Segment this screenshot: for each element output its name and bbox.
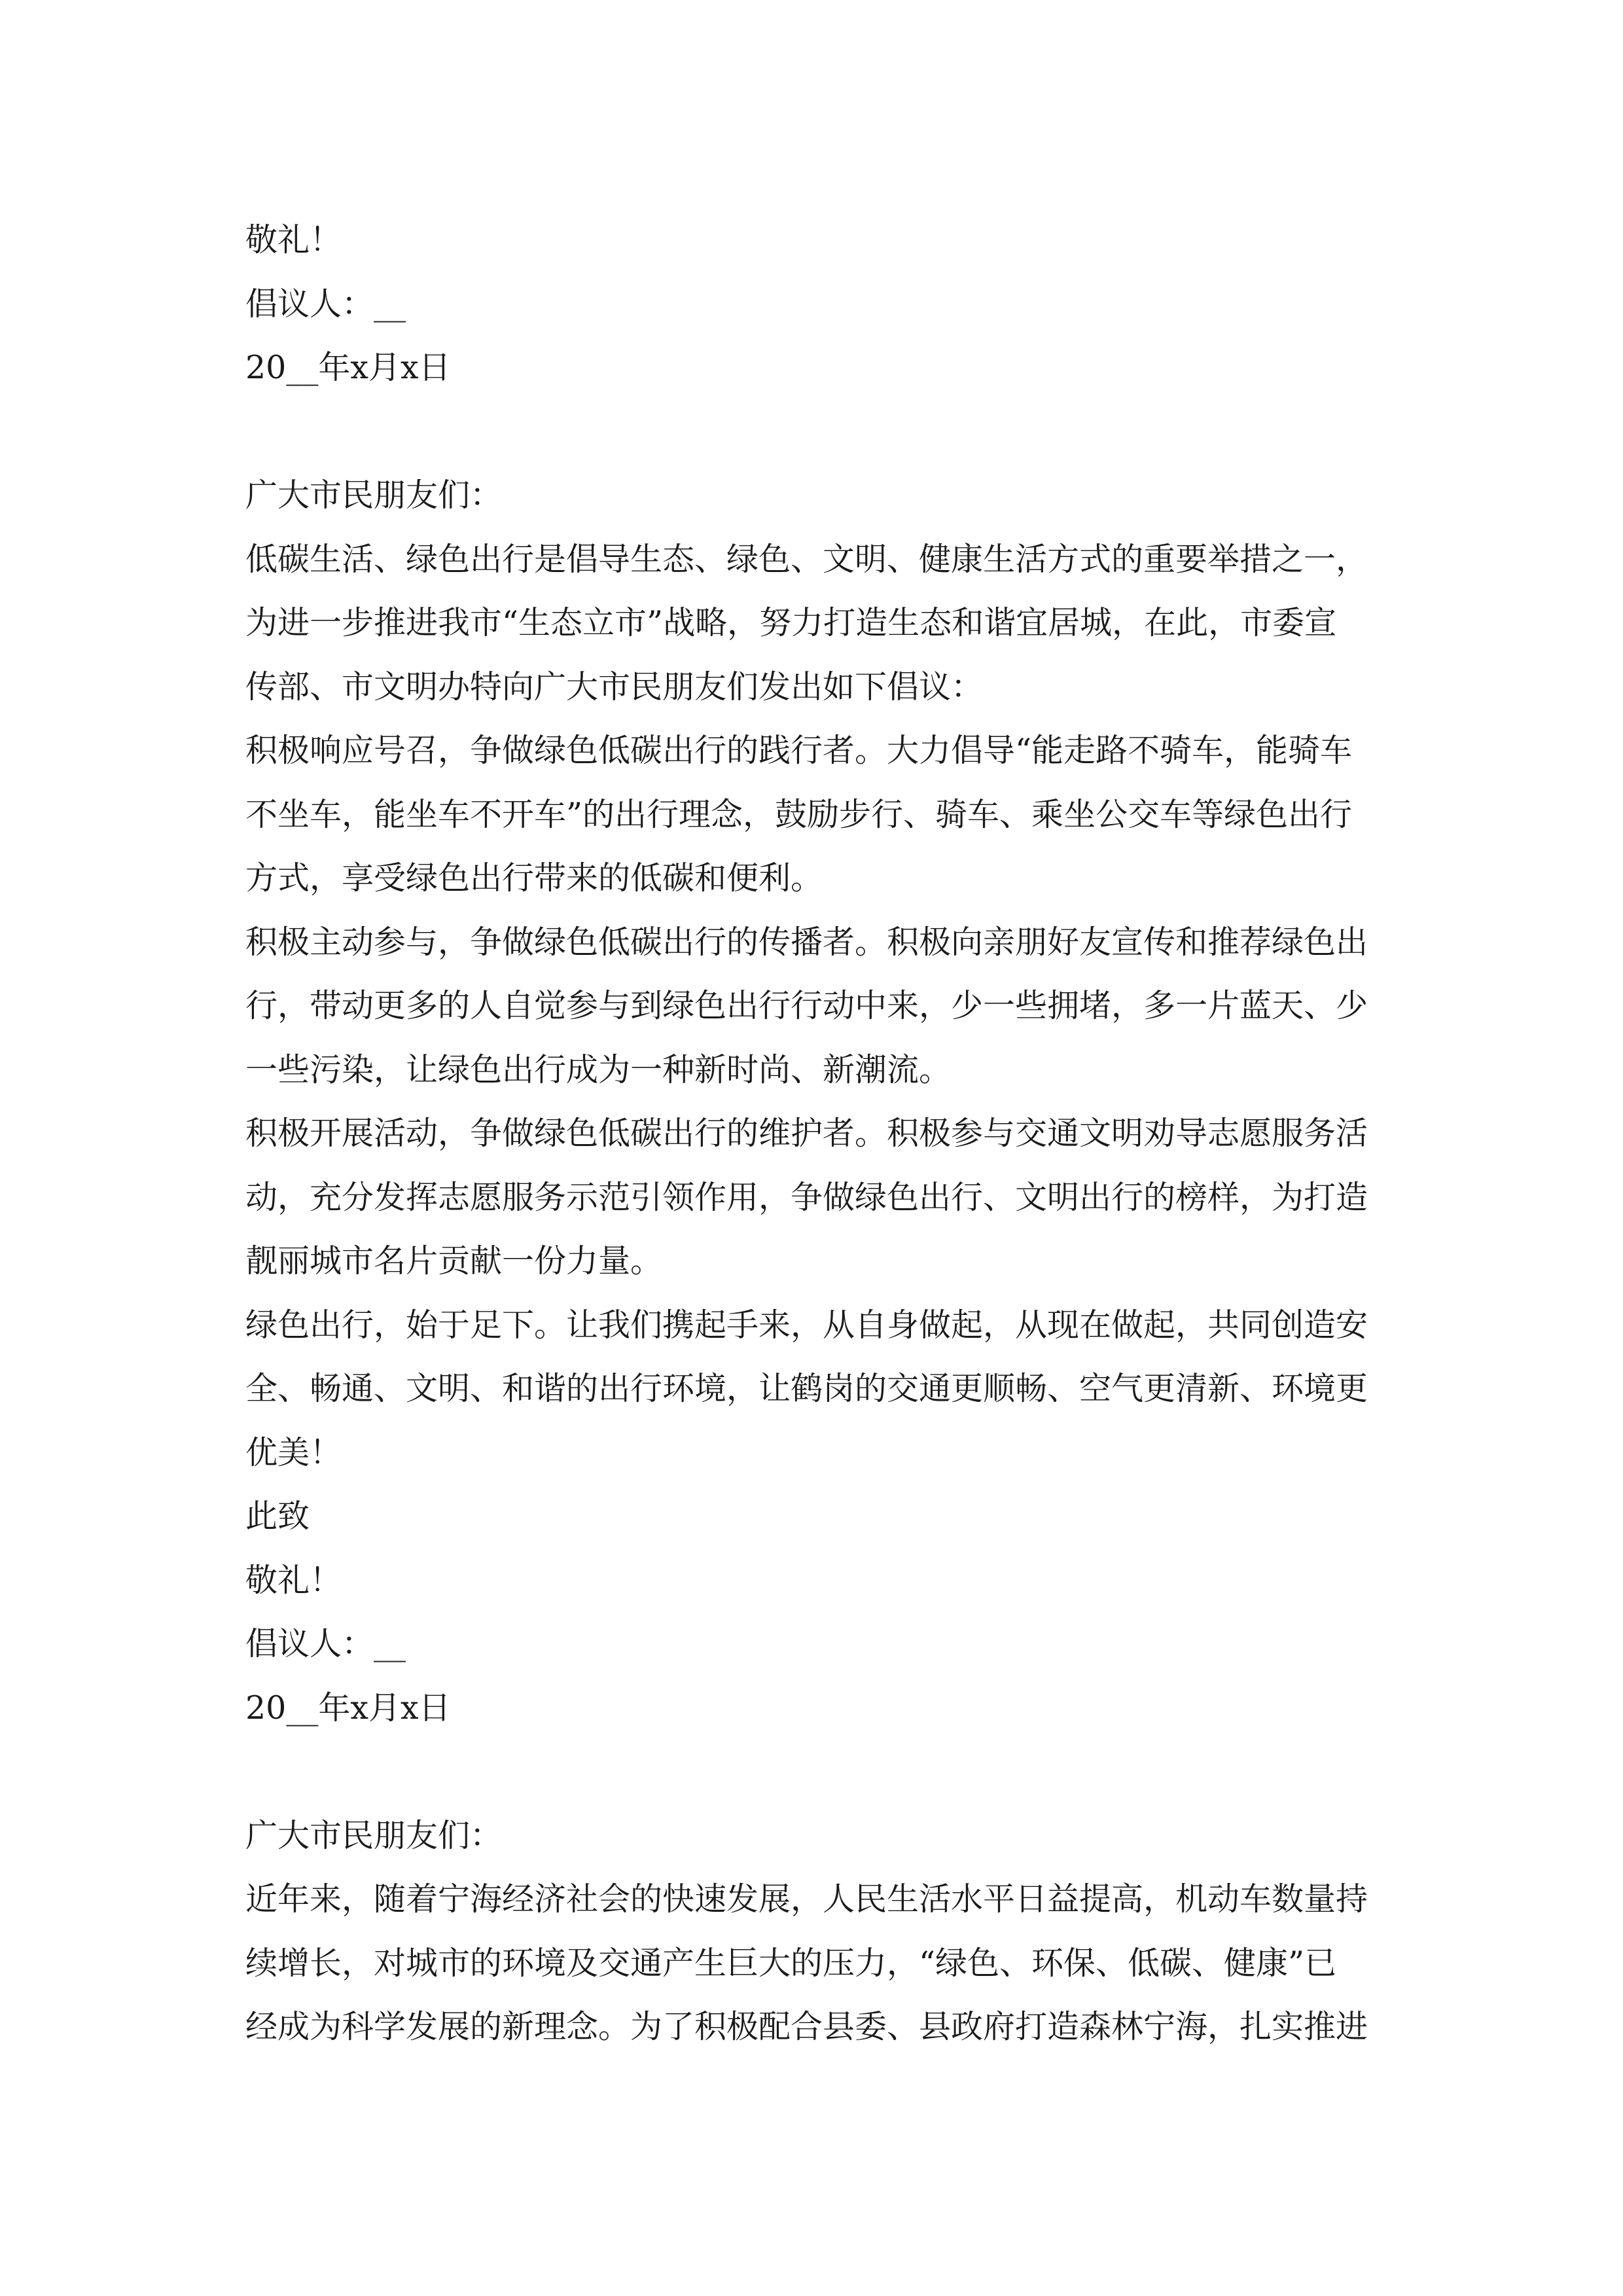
- paragraph-line: 传部、市文明办特向广大市民朋友们发出如下倡议：: [245, 668, 984, 706]
- paragraph-line: 不坐车，能坐车不开车”的出行理念，鼓励步行、骑车、乘坐公交车等绿色出行: [245, 795, 1353, 833]
- paragraph-line: 绿色出行，始于足下。让我们携起手来，从自身做起，从现在做起，共同创造安: [245, 1306, 1368, 1344]
- section-gap: [245, 400, 1382, 464]
- paragraph-line: 积极响应号召，争做绿色低碳出行的践行者。大力倡导“能走路不骑车，能骑车: [245, 732, 1353, 769]
- proposer-1: 倡议人：__: [245, 285, 406, 323]
- paragraph-line: 方式，享受绿色出行带来的低碳和便利。: [245, 859, 823, 897]
- closing-2: 此致: [245, 1498, 310, 1535]
- date-2: 20__年x月x日: [245, 1689, 451, 1727]
- salute-1: 敬礼！: [245, 221, 342, 259]
- salute-2: 敬礼！: [245, 1561, 342, 1599]
- greeting-2: 广大市民朋友们：: [245, 476, 503, 514]
- paragraph-line: 优美！: [245, 1433, 342, 1471]
- paragraph-line: 近年来，随着宁海经济社会的快速发展，人民生活水平日益提高，机动车数量持: [245, 1880, 1368, 1918]
- paragraph-line: 动，充分发挥志愿服务示范引领作用，争做绿色出行、文明出行的榜样，为打造: [245, 1178, 1368, 1216]
- paragraph-line: 行，带动更多的人自觉参与到绿色出行行动中来，少一些拥堵，多一片蓝天、少: [245, 987, 1368, 1024]
- paragraph-line: 经成为科学发展的新理念。为了积极配合县委、县政府打造森林宁海，扎实推进: [245, 2008, 1368, 2045]
- document-body: [245, 208, 1382, 2059]
- paragraph-line: 全、畅通、文明、和谐的出行环境，让鹤岗的交通更顺畅、空气更清新、环境更: [245, 1370, 1368, 1407]
- paragraph-line: 一些污染，让绿色出行成为一种新时尚、新潮流。: [245, 1050, 952, 1088]
- paragraph-line: 低碳生活、绿色出行是倡导生态、绿色、文明、健康生活方式的重要举措之一，: [245, 540, 1368, 578]
- paragraph-line: 续增长，对城市的环境及交通产生巨大的压力，“绿色、环保、低碳、健康”已: [245, 1944, 1337, 1982]
- proposer-2: 倡议人：__: [245, 1625, 406, 1662]
- paragraph-line: 积极主动参与，争做绿色低碳出行的传播者。积极向亲朋好友宣传和推荐绿色出: [245, 923, 1368, 961]
- paragraph-line: 积极开展活动，争做绿色低碳出行的维护者。积极参与交通文明劝导志愿服务活: [245, 1115, 1368, 1152]
- paragraph-line: 为进一步推进我市“生态立市”战略，努力打造生态和谐宜居城，在此，市委宣: [245, 604, 1337, 641]
- date-1: 20__年x月x日: [245, 349, 451, 386]
- greeting-3: 广大市民朋友们：: [245, 1816, 503, 1854]
- section-gap: [245, 1740, 1382, 1804]
- paragraph-line: 靓丽城市名片贡献一份力量。: [245, 1242, 663, 1280]
